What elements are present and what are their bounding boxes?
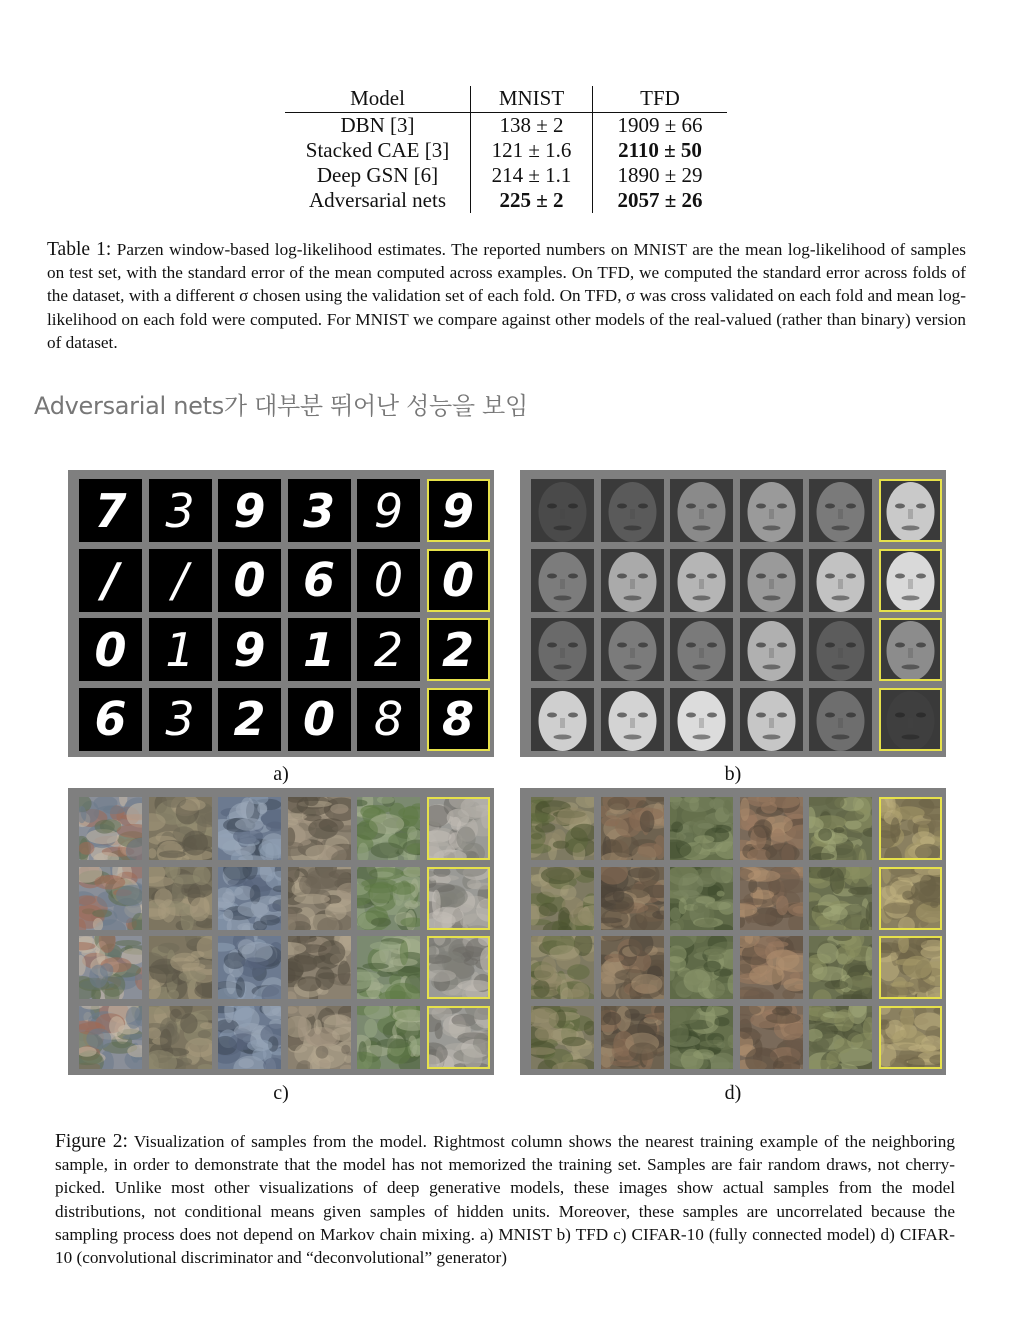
digit-glyph: 9 bbox=[218, 618, 281, 681]
face-sample bbox=[670, 688, 733, 751]
cifar-image bbox=[427, 797, 490, 860]
face-sample bbox=[601, 549, 664, 612]
digit-glyph: 0 bbox=[218, 549, 281, 612]
face-image bbox=[670, 479, 733, 542]
face-image bbox=[531, 688, 594, 751]
digit-glyph: 0 bbox=[288, 688, 351, 751]
nearest-training-example bbox=[879, 688, 942, 751]
cifar-image bbox=[809, 867, 872, 930]
panel-label-d: d) bbox=[724, 1082, 742, 1104]
nearest-training-example bbox=[427, 867, 490, 930]
nearest-training-example bbox=[427, 797, 490, 860]
cell-tfd: 1890 ± 29 bbox=[593, 163, 728, 188]
nearest-training-example bbox=[427, 618, 490, 681]
face-image bbox=[879, 479, 942, 542]
cell-tfd: 2057 ± 26 bbox=[593, 188, 728, 213]
cifar-conv-sample bbox=[740, 867, 803, 930]
cifar-conv-sample bbox=[531, 1006, 594, 1069]
cell-tfd: 2110 ± 50 bbox=[593, 138, 728, 163]
cifar-conv-sample bbox=[601, 797, 664, 860]
cifar-image bbox=[79, 936, 142, 999]
panel-label-a: a) bbox=[273, 763, 289, 785]
mnist-sample bbox=[149, 549, 212, 612]
cifar-image bbox=[149, 867, 212, 930]
cell-model: Adversarial nets bbox=[308, 188, 447, 212]
cifar-image bbox=[357, 867, 420, 930]
cifar-conv-sample bbox=[531, 797, 594, 860]
header-mnist: MNIST bbox=[471, 86, 593, 113]
face-sample bbox=[670, 618, 733, 681]
cifar-fc-sample bbox=[218, 936, 281, 999]
cifar-image bbox=[288, 867, 351, 930]
face-image bbox=[531, 618, 594, 681]
cell-model: DBN [3] bbox=[340, 113, 415, 137]
cifar-image bbox=[531, 1006, 594, 1069]
cifar-fc-sample bbox=[218, 867, 281, 930]
face-image bbox=[601, 479, 664, 542]
cifar-conv-sample bbox=[601, 867, 664, 930]
cifar-image bbox=[601, 936, 664, 999]
cifar-conv-sample bbox=[740, 797, 803, 860]
table-header-row bbox=[285, 86, 727, 113]
cifar-conv-sample bbox=[531, 867, 594, 930]
cifar-image bbox=[218, 797, 281, 860]
cifar-conv-sample bbox=[601, 1006, 664, 1069]
digit-glyph: / bbox=[79, 549, 142, 612]
digit-glyph: 9 bbox=[427, 479, 490, 542]
digit-glyph: 9 bbox=[357, 479, 420, 542]
face-image bbox=[809, 549, 872, 612]
cifar-fc-sample bbox=[357, 1006, 420, 1069]
face-image bbox=[601, 688, 664, 751]
cifar-image bbox=[357, 797, 420, 860]
cifar-fc-sample bbox=[357, 867, 420, 930]
digit-glyph: 6 bbox=[288, 549, 351, 612]
mnist-sample bbox=[79, 479, 142, 542]
cifar-fc-sample bbox=[288, 936, 351, 999]
cifar-image bbox=[740, 797, 803, 860]
digit-glyph: 8 bbox=[357, 688, 420, 751]
cifar-conv-sample bbox=[740, 936, 803, 999]
digit-glyph: 0 bbox=[357, 549, 420, 612]
table-row bbox=[285, 138, 727, 163]
face-sample bbox=[809, 549, 872, 612]
digit-glyph: 1 bbox=[149, 618, 212, 681]
face-image bbox=[601, 618, 664, 681]
mnist-sample bbox=[288, 688, 351, 751]
cell-mnist: 214 ± 1.1 bbox=[471, 163, 593, 188]
table-row bbox=[285, 188, 727, 213]
nearest-training-example bbox=[879, 1006, 942, 1069]
face-image bbox=[879, 688, 942, 751]
digit-glyph: 3 bbox=[288, 479, 351, 542]
cifar-conv-sample bbox=[601, 936, 664, 999]
cifar-fc-sample bbox=[288, 1006, 351, 1069]
digit-glyph: 2 bbox=[427, 618, 490, 681]
face-sample bbox=[670, 479, 733, 542]
nearest-training-example bbox=[879, 618, 942, 681]
face-sample bbox=[740, 618, 803, 681]
cifar-image bbox=[740, 936, 803, 999]
mnist-sample bbox=[149, 688, 212, 751]
cifar-fc-sample bbox=[288, 797, 351, 860]
cifar-image bbox=[670, 1006, 733, 1069]
cifar-image bbox=[601, 797, 664, 860]
panel-label-b: b) bbox=[724, 763, 742, 785]
cifar-image bbox=[879, 936, 942, 999]
face-sample bbox=[740, 688, 803, 751]
table-caption bbox=[47, 238, 966, 354]
figure-caption-text: Visualization of samples from the model. Rightmost column shows the nearest training example of the neighboring sample, in order to demonstrate that the model has not memorized the training set. Samples are fair random draws, not cherry-picked. Unlike most other visualizations of deep generative models, these images show actual samples from the model distributions, not conditional means given samples of hidden units. Moreover, these samples are uncorrelated because the sampling process does not depend on Markov chain mixing. a) MNIST b) TFD c) CIFAR-10 (fully connected model) d) CIFAR-10 (convolutional discriminator and “deconvolutional” generator) bbox=[55, 1132, 955, 1268]
cifar-conv-sample bbox=[809, 1006, 872, 1069]
digit-glyph: 3 bbox=[149, 479, 212, 542]
face-image bbox=[809, 479, 872, 542]
nearest-training-example bbox=[879, 549, 942, 612]
digit-glyph: 9 bbox=[218, 479, 281, 542]
header-tfd: TFD bbox=[593, 86, 728, 113]
cifar-conv-sample bbox=[740, 1006, 803, 1069]
nearest-training-example bbox=[879, 479, 942, 542]
face-image bbox=[879, 549, 942, 612]
cifar-image bbox=[149, 797, 212, 860]
cifar-image bbox=[531, 867, 594, 930]
nearest-training-example bbox=[879, 867, 942, 930]
digit-glyph: 3 bbox=[149, 688, 212, 751]
digit-glyph: 0 bbox=[427, 549, 490, 612]
cifar-image bbox=[809, 797, 872, 860]
mnist-sample bbox=[149, 479, 212, 542]
face-image bbox=[740, 479, 803, 542]
face-image bbox=[809, 618, 872, 681]
digit-glyph: 1 bbox=[288, 618, 351, 681]
mnist-sample bbox=[357, 549, 420, 612]
mnist-sample bbox=[79, 549, 142, 612]
mnist-sample bbox=[218, 688, 281, 751]
cifar-image bbox=[149, 936, 212, 999]
cifar-fc-sample bbox=[149, 867, 212, 930]
cifar-image bbox=[218, 867, 281, 930]
cifar-image bbox=[879, 797, 942, 860]
nearest-training-example bbox=[427, 479, 490, 542]
cifar-fc-sample bbox=[357, 797, 420, 860]
mnist-sample bbox=[79, 688, 142, 751]
face-sample bbox=[670, 549, 733, 612]
table-caption-label: Table 1: bbox=[47, 239, 112, 260]
cifar-conv-sample bbox=[670, 936, 733, 999]
cifar-image bbox=[427, 867, 490, 930]
cifar-image bbox=[670, 867, 733, 930]
panel-tfd-samples bbox=[520, 470, 946, 757]
cifar-image bbox=[79, 1006, 142, 1069]
cifar-conv-sample bbox=[531, 936, 594, 999]
cell-model: Stacked CAE [3] bbox=[305, 138, 450, 162]
nearest-training-example bbox=[427, 688, 490, 751]
face-image bbox=[879, 618, 942, 681]
mnist-sample bbox=[288, 618, 351, 681]
cifar-image bbox=[670, 797, 733, 860]
mnist-sample bbox=[288, 549, 351, 612]
face-sample bbox=[531, 688, 594, 751]
digit-glyph: 2 bbox=[218, 688, 281, 751]
cifar-conv-sample bbox=[670, 867, 733, 930]
cell-mnist: 138 ± 2 bbox=[471, 113, 593, 139]
digit-glyph: 6 bbox=[79, 688, 142, 751]
digit-glyph: / bbox=[149, 549, 212, 612]
cifar-image bbox=[427, 936, 490, 999]
cifar-image bbox=[79, 867, 142, 930]
face-sample bbox=[531, 549, 594, 612]
face-sample bbox=[531, 479, 594, 542]
cifar-image bbox=[670, 936, 733, 999]
cifar-image bbox=[218, 1006, 281, 1069]
figure-caption bbox=[55, 1130, 955, 1269]
cifar-image bbox=[79, 797, 142, 860]
face-sample bbox=[809, 479, 872, 542]
cell-tfd: 1909 ± 66 bbox=[593, 113, 728, 139]
face-image bbox=[809, 688, 872, 751]
mnist-sample bbox=[218, 479, 281, 542]
panel-mnist-samples bbox=[68, 470, 494, 757]
cell-model: Deep GSN [6] bbox=[316, 163, 439, 187]
cifar-image bbox=[427, 1006, 490, 1069]
cifar-conv-sample bbox=[809, 867, 872, 930]
mnist-sample bbox=[357, 618, 420, 681]
panel-cifar10-fc-samples bbox=[68, 788, 494, 1075]
mnist-sample bbox=[218, 618, 281, 681]
cifar-image bbox=[288, 797, 351, 860]
face-image bbox=[531, 479, 594, 542]
nearest-training-example bbox=[427, 549, 490, 612]
mnist-sample bbox=[218, 549, 281, 612]
cifar-image bbox=[879, 1006, 942, 1069]
cifar-image bbox=[218, 936, 281, 999]
digit-glyph: 8 bbox=[427, 688, 490, 751]
cifar-image bbox=[809, 1006, 872, 1069]
face-image bbox=[670, 688, 733, 751]
cifar-fc-sample bbox=[218, 1006, 281, 1069]
nearest-training-example bbox=[879, 797, 942, 860]
cifar-conv-sample bbox=[670, 1006, 733, 1069]
face-sample bbox=[809, 618, 872, 681]
face-image bbox=[740, 688, 803, 751]
face-sample bbox=[601, 479, 664, 542]
face-image bbox=[740, 549, 803, 612]
cifar-image bbox=[879, 867, 942, 930]
cifar-fc-sample bbox=[79, 867, 142, 930]
cifar-conv-sample bbox=[809, 797, 872, 860]
nearest-training-example bbox=[427, 1006, 490, 1069]
digit-glyph: 0 bbox=[79, 618, 142, 681]
figure-caption-label: Figure 2: bbox=[55, 1131, 128, 1152]
cifar-image bbox=[601, 1006, 664, 1069]
face-sample bbox=[531, 618, 594, 681]
cifar-fc-sample bbox=[218, 797, 281, 860]
cifar-fc-sample bbox=[79, 797, 142, 860]
digit-glyph: 7 bbox=[79, 479, 142, 542]
cifar-image bbox=[740, 867, 803, 930]
digit-glyph: 2 bbox=[357, 618, 420, 681]
cifar-fc-sample bbox=[79, 1006, 142, 1069]
face-image bbox=[670, 549, 733, 612]
face-image bbox=[740, 618, 803, 681]
face-image bbox=[601, 549, 664, 612]
table-row bbox=[285, 163, 727, 188]
face-sample bbox=[601, 618, 664, 681]
korean-note: Adversarial nets가 대부분 뛰어난 성능을 보임 bbox=[34, 392, 528, 420]
cifar-conv-sample bbox=[809, 936, 872, 999]
cifar-image bbox=[288, 936, 351, 999]
face-image bbox=[670, 618, 733, 681]
cifar-image bbox=[531, 936, 594, 999]
face-sample bbox=[809, 688, 872, 751]
cifar-image bbox=[740, 1006, 803, 1069]
face-sample bbox=[740, 479, 803, 542]
nearest-training-example bbox=[879, 936, 942, 999]
mnist-sample bbox=[357, 688, 420, 751]
face-sample bbox=[601, 688, 664, 751]
mnist-sample bbox=[288, 479, 351, 542]
cifar-fc-sample bbox=[149, 797, 212, 860]
mnist-sample bbox=[357, 479, 420, 542]
mnist-sample bbox=[149, 618, 212, 681]
cifar-conv-sample bbox=[670, 797, 733, 860]
nearest-training-example bbox=[427, 936, 490, 999]
cifar-image bbox=[149, 1006, 212, 1069]
face-sample bbox=[740, 549, 803, 612]
cifar-image bbox=[357, 1006, 420, 1069]
cell-mnist: 121 ± 1.6 bbox=[471, 138, 593, 163]
cell-mnist: 225 ± 2 bbox=[471, 188, 593, 213]
cifar-fc-sample bbox=[79, 936, 142, 999]
table-row bbox=[285, 113, 727, 139]
panel-cifar10-conv-samples bbox=[520, 788, 946, 1075]
panel-label-c: c) bbox=[273, 1082, 289, 1104]
cifar-image bbox=[288, 1006, 351, 1069]
cifar-fc-sample bbox=[149, 936, 212, 999]
cifar-image bbox=[357, 936, 420, 999]
header-model: Model bbox=[285, 86, 471, 113]
cifar-fc-sample bbox=[357, 936, 420, 999]
face-image bbox=[531, 549, 594, 612]
results-table bbox=[285, 86, 727, 213]
cifar-image bbox=[601, 867, 664, 930]
table-caption-text: Parzen window-based log-likelihood estimates. The reported numbers on MNIST are the mean log-likelihood of samples on test set, with the standard error of the mean computed across examples. On TFD, we computed the standard error across folds of the dataset, with a different σ chosen using the validation set of each fold. On TFD, σ was cross validated on each fold and mean log-likelihood on each fold were computed. For MNIST we compare against other models of the real-valued (rather than binary) version of dataset. bbox=[47, 240, 966, 352]
cifar-image bbox=[531, 797, 594, 860]
cifar-fc-sample bbox=[149, 1006, 212, 1069]
mnist-sample bbox=[79, 618, 142, 681]
cifar-image bbox=[809, 936, 872, 999]
cifar-fc-sample bbox=[288, 867, 351, 930]
